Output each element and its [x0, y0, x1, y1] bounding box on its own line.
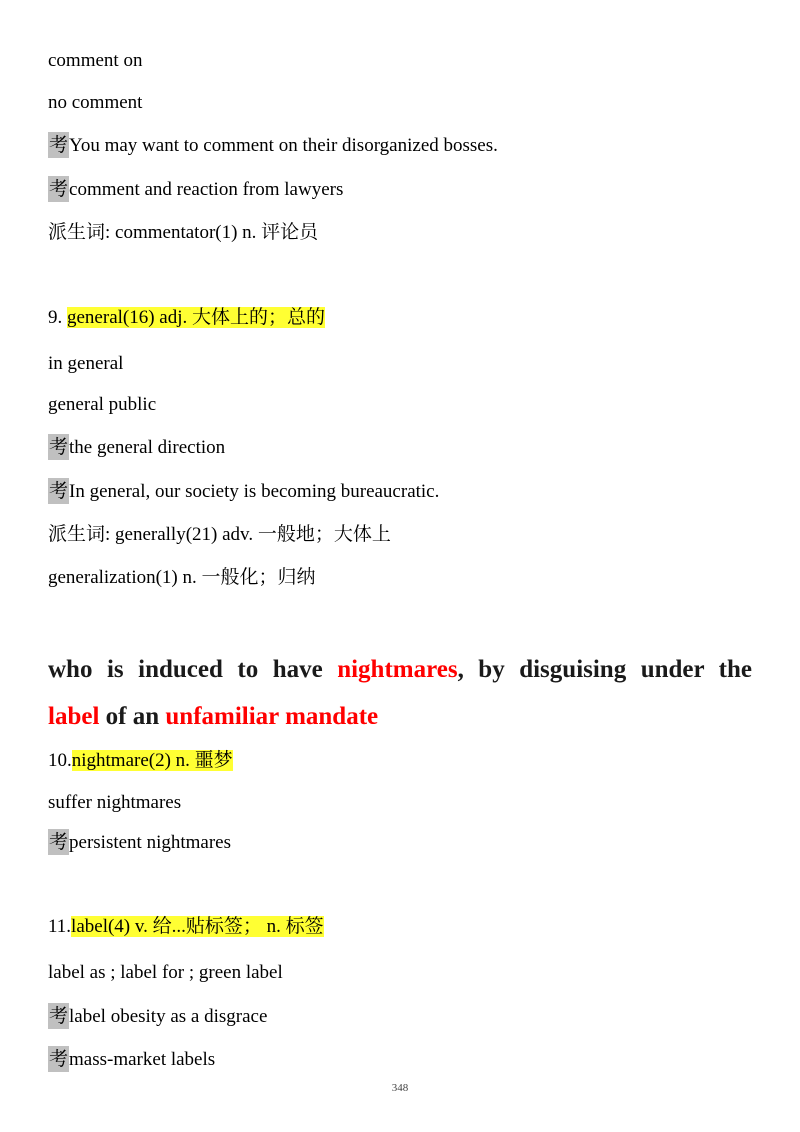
phrase-line: suffer nightmares: [48, 792, 182, 813]
phrase-comment-on: comment on: [48, 50, 143, 71]
exam-example-text: In general, our society is becoming bureaucratic.: [69, 481, 440, 502]
keyword-red: unfamiliar mandate: [165, 703, 379, 730]
exam-marker: 考: [49, 1005, 69, 1027]
entry-number: 9.: [48, 307, 67, 328]
exam-example-text: comment and reaction from lawyers: [69, 179, 344, 200]
phrase-line: in general: [48, 353, 124, 374]
headword-highlight: nightmare(2) n. 噩梦: [71, 750, 233, 771]
phrase-no-comment: no comment: [48, 92, 143, 113]
exam-example-line: [48, 1046, 752, 1073]
entry-10-heading: [48, 748, 752, 774]
exam-marker: 考: [49, 831, 69, 853]
phrase-line: label as ; label for ; green label: [48, 962, 283, 983]
exam-marker: 考: [49, 1048, 69, 1070]
keyword-red: label: [48, 703, 100, 730]
sentence-line-2: [48, 700, 752, 734]
derivative-line: 派生词: generally(21) adv. 一般地；大体上: [48, 524, 391, 545]
entry-number: 10.: [48, 750, 72, 771]
exam-marker: 考: [49, 178, 69, 200]
entry-number: 11.: [48, 916, 72, 937]
sentence-text: who is induced to have: [48, 656, 338, 683]
exam-marker: 考: [49, 480, 69, 502]
exam-example-line: [48, 132, 752, 159]
page-number: 348: [391, 1082, 409, 1094]
exam-example-text: label obesity as a disgrace: [69, 1006, 268, 1027]
entry-11-heading: [48, 914, 752, 940]
exam-marker: 考: [49, 436, 69, 458]
sentence-text: , by disguising under the: [457, 656, 752, 683]
exam-example-line: [48, 176, 752, 203]
exam-example-text: the general direction: [69, 437, 226, 458]
exam-example-text: You may want to comment on their disorganized bosses.: [69, 135, 498, 156]
sentence-text: of an: [99, 703, 166, 730]
phrase-line: general public: [48, 394, 157, 415]
derivative-line: 派生词: commentator(1) n. 评论员: [48, 222, 319, 243]
exam-example-line: [48, 478, 752, 505]
keyword-red: nightmares: [337, 656, 458, 683]
derivative-line: generalization(1) n. 一般化；归纳: [48, 567, 316, 588]
exam-example-line: [48, 1003, 752, 1030]
headword-highlight: general(16) adj. 大体上的；总的: [67, 307, 326, 328]
exam-example-line: [48, 434, 752, 461]
exam-example-line: [48, 829, 752, 856]
sentence-line-1: [48, 653, 752, 687]
headword-highlight: label(4) v. 给...贴标签； n. 标签: [71, 916, 324, 937]
exam-example-text: persistent nightmares: [69, 832, 232, 853]
entry-9-heading: [48, 305, 752, 331]
exam-example-text: mass-market labels: [69, 1049, 216, 1070]
exam-marker: 考: [49, 134, 69, 156]
